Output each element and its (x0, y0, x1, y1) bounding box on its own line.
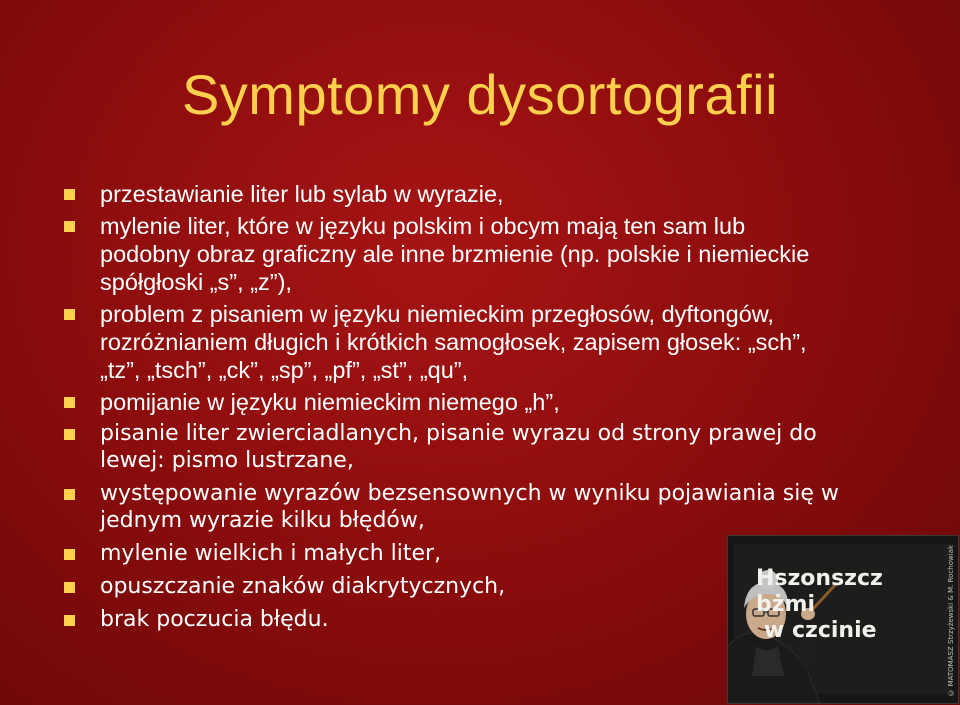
square-bullet-icon (64, 189, 75, 200)
list-item-text: problem z pisaniem w języku niemieckim przegłosów, dyftongów, (100, 301, 774, 327)
list-item-text: występowanie wyrazów bezsensownych w wyniku pojawiania się w (100, 481, 839, 506)
square-bullet-icon (64, 582, 75, 593)
square-bullet-icon (64, 489, 75, 500)
list-item (64, 480, 954, 534)
list-item-text: podobny obraz graficzny ale inne brzmienie (np. polskie i niemieckie (100, 241, 810, 267)
square-bullet-icon (64, 429, 75, 440)
list-item-text: brak poczucia błędu. (100, 607, 329, 632)
list-item-text: mylenie wielkich i małych liter, (100, 541, 442, 566)
list-item-text: przestawianie liter lub sylab w wyrazie, (100, 181, 504, 207)
list-item-text: jednym wyrazie kilku błędów, (100, 508, 425, 533)
square-bullet-icon (64, 221, 75, 232)
list-item (64, 212, 954, 296)
chalkboard-line: w czcinie (764, 618, 877, 643)
square-bullet-icon (64, 397, 75, 408)
list-item-text: rozróżnianiem długich i krótkich samogłosek, zapisem głosek: „sch”, (100, 329, 807, 355)
list-item-text: pisanie liter zwierciadlanych, pisanie wyrazu od strony prawej do (100, 421, 817, 446)
square-bullet-icon (64, 615, 75, 626)
chalkboard-line: Hszonszcz bżmi (756, 566, 883, 617)
list-item-text: lewej: pismo lustrzane, (100, 448, 354, 473)
list-item (64, 300, 954, 384)
list-item (64, 420, 954, 474)
chalkboard-text (756, 566, 946, 644)
list-item-text: pomijanie w języku niemieckim niemego „h”, (100, 389, 560, 415)
list-item (64, 180, 954, 208)
list-item-text: mylenie liter, które w języku polskim i obcym mają ten sam lub (100, 213, 746, 239)
list-item-text: „tz”, „tsch”, „ck”, „sp”, „pf”, „st”, „qu”, (100, 357, 469, 383)
list-item-text: opuszczanie znaków diakrytycznych, (100, 574, 506, 599)
image-credit: © MATOMASZ Strzyżewski & M. Rochowiak (947, 545, 955, 697)
list-item-text: spółgłoski „s”, „z”), (100, 269, 292, 295)
teacher-illustration (727, 535, 959, 704)
list-item (64, 388, 954, 416)
square-bullet-icon (64, 309, 75, 320)
square-bullet-icon (64, 549, 75, 560)
slide-title: Symptomy dysortografii (181, 63, 779, 126)
